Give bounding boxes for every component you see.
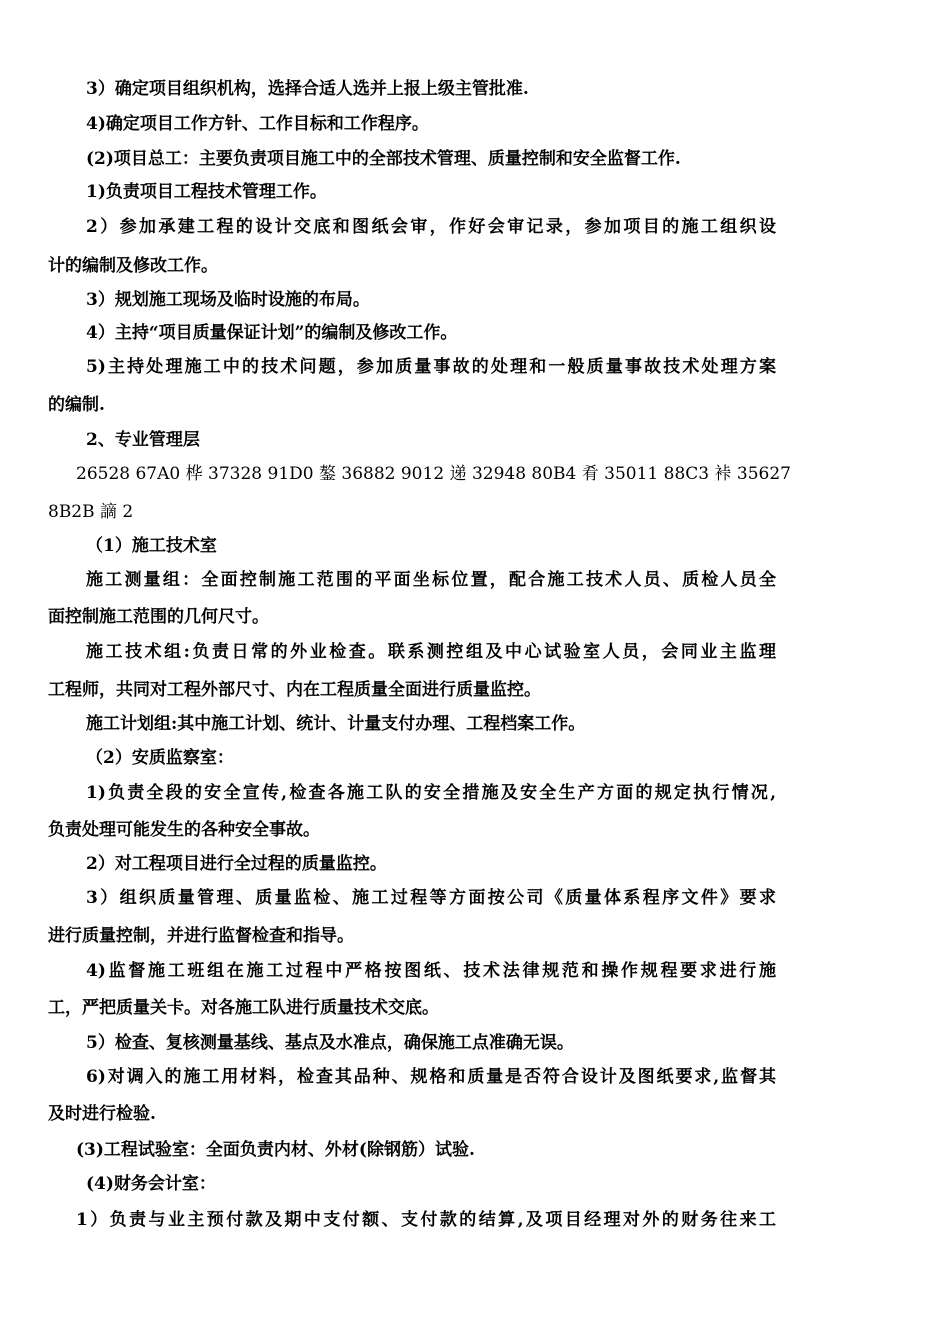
text-line: 及时进行检验. (48, 1104, 156, 1124)
section-heading: 2、专业管理层 (86, 430, 200, 450)
text-line: 4）主持“项目质量保证计划”的编制及修改工作。 (86, 323, 458, 343)
subsection-heading: （1）施工技术室 (86, 536, 217, 556)
text-line: 面控制施工范围的几何尺寸。 (48, 607, 269, 627)
text-line: 负责处理可能发生的各种安全事故。 (48, 820, 320, 840)
text-line: 2）对工程项目进行全过程的质量监控。 (86, 854, 387, 874)
text-line: 5)主持处理施工中的技术问题，参加质量事故的处理和一般质量事故技术处理方案 (86, 357, 776, 377)
text-line: 4)确定项目工作方针、工作目标和工作程序。 (86, 114, 429, 134)
text-line: 施工计划组:其中施工计划、统计、计量支付办理、工程档案工作。 (86, 714, 586, 734)
code-line: 8B2B 謫 2 (48, 502, 134, 522)
code-line: 26528 67A0 桦 37328 91D0 鏊 36882 9012 递 32948 80B4 肴 35011 88C3 裃 35627 (76, 464, 791, 484)
text-line: 3）组织质量管理、质量监检、施工过程等方面按公司《质量体系程序文件》要求 (86, 888, 776, 908)
text-line: 1）负责与业主预付款及期中支付额、支付款的结算,及项目经理对外的财务往来工 (76, 1210, 776, 1230)
text-line: 工程师，共同对工程外部尺寸、内在工程质量全面进行质量监控。 (48, 680, 541, 700)
text-line: 施工测量组：全面控制施工范围的平面坐标位置，配合施工技术人员、质检人员全 (86, 570, 776, 590)
text-line: 5）检查、复核测量基线、基点及水准点，确保施工点准确无误。 (86, 1033, 574, 1053)
text-line: (4)财务会计室： (86, 1174, 216, 1194)
text-line: 3）规划施工现场及临时设施的布局。 (86, 290, 370, 310)
text-line: 3）确定项目组织机构，选择合适人选并上报上级主管批准. (86, 79, 529, 99)
text-line: 进行质量控制，并进行监督检查和指导。 (48, 926, 354, 946)
text-line: 6)对调入的施工用材料，检查其品种、规格和质量是否符合设计及图纸要求,监督其 (86, 1067, 776, 1087)
text-line: 施工技术组:负责日常的外业检查。联系测控组及中心试验室人员，会同业主监理 (86, 642, 776, 662)
text-line: 1)负责项目工程技术管理工作。 (86, 182, 327, 202)
text-line: (2)项目总工：主要负责项目施工中的全部技术管理、质量控制和安全监督工作. (86, 149, 681, 169)
text-line: 的编制. (48, 395, 105, 415)
text-line: 2）参加承建工程的设计交底和图纸会审，作好会审记录，参加项目的施工组织设 (86, 217, 776, 237)
text-line: 计的编制及修改工作。 (48, 256, 218, 276)
text-line: 4)监督施工班组在施工过程中严格按图纸、技术法律规范和操作规程要求进行施 (86, 961, 776, 981)
text-line: (3)工程试验室：全面负责内材、外材(除钢筋）试验. (76, 1140, 475, 1160)
text-line: 工，严把质量关卡。对各施工队进行质量技术交底。 (48, 998, 439, 1018)
text-line: 1)负责全段的安全宣传,检查各施工队的安全措施及安全生产方面的规定执行情况, (86, 783, 776, 803)
subsection-heading: （2）安质监察室： (86, 748, 234, 768)
